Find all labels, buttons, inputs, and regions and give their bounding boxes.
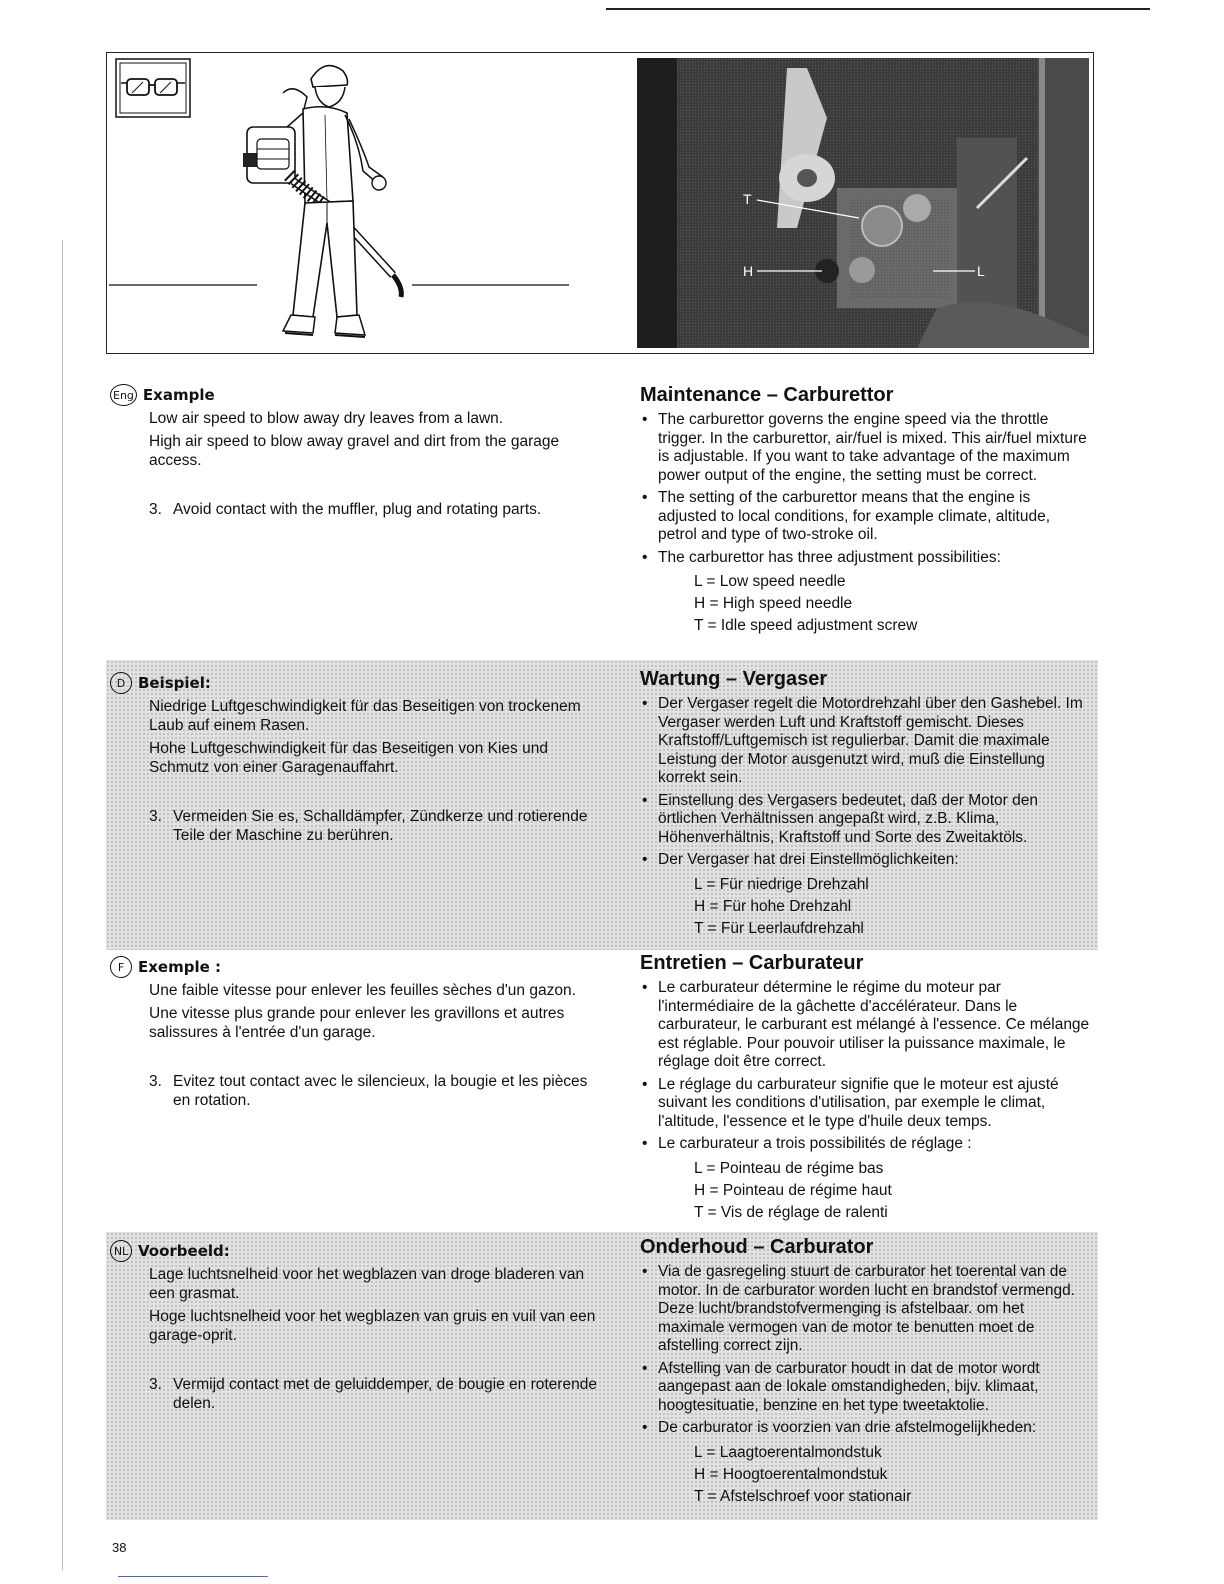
example-title: Voorbeeld: <box>138 1242 230 1260</box>
bullet-item: • The carburettor has three adjustment possibilities: <box>640 549 1090 568</box>
maintenance-fr <box>640 952 1090 1224</box>
adjustment-item: L = Für niedrige Drehzahl <box>694 875 869 893</box>
step-number: 3. <box>149 808 162 825</box>
adjustment-item: H = High speed needle <box>694 595 853 612</box>
example-nl <box>110 1240 600 1413</box>
bullet-item: • Einstellung des Vergasers bedeutet, daß der Motor den örtlichen Verhältnissen angepaßt wird, z.B. Klima, Höhenverhältnis, Kraftstoff und Sorte des Zweitaktöls. <box>640 792 1090 848</box>
adjustment-item: H = Pointeau de régime haut <box>694 1181 892 1199</box>
carburettor-photo <box>637 58 1089 348</box>
maintenance-en <box>640 384 1090 637</box>
example-text: Une faible vitesse pour enlever les feuilles sèches d'un gazon. <box>149 982 576 999</box>
figure-box <box>106 52 1094 354</box>
adjustment-item: T = Für Leerlaufdrehzahl <box>694 919 864 937</box>
example-text: Une vitesse plus grande pour enlever les gravillons et autres salissures à l'entrée d'un garage. <box>149 1005 565 1041</box>
photo-label-l: L <box>977 263 985 279</box>
lang-badge-de: D <box>110 672 132 694</box>
bullet-item: • Via de gasregeling stuurt de carburator het toerental van de motor. In de carburator worden lucht en brandstof vermengd. Deze lucht/brandstofvermenging is afstelbaar. om het maximale vermogen van de motor te benutten moet de afstelling correct zijn. <box>640 1263 1090 1356</box>
bullet-item: • Le carburateur détermine le régime du moteur par l'intermédiaire de la gâchette d'accélérateur. Dans le carburateur, le carburant est mélangé à l'essence. Ce mélange est réglable. Pour pouvoir utiliser la puissance maximale, le réglage doit être correct. <box>640 979 1090 1072</box>
lang-badge-en: Eng <box>110 384 137 406</box>
adjustment-item: H = Hoogtoerentalmondstuk <box>694 1465 888 1483</box>
adjustment-item: T = Afstelschroef voor stationair <box>694 1487 912 1505</box>
adjustment-item: L = Pointeau de régime bas <box>694 1159 884 1177</box>
bullet-item: • Der Vergaser hat drei Einstellmöglichkeiten: <box>640 851 1090 870</box>
section-title: Entretien – Carburateur <box>640 952 864 974</box>
step-text: Evitez tout contact avec le silencieux, la bougie et les pièces en rotation. <box>173 1073 588 1109</box>
photo-label-h: H <box>743 263 754 279</box>
example-text: Niedrige Luftgeschwindigkeit für das Beseitigen von trockenem Laub auf einem Rasen. <box>149 698 581 734</box>
example-title: Exemple : <box>138 958 221 976</box>
step-text: Vermijd contact met de geluiddemper, de bougie en roterende delen. <box>173 1376 597 1412</box>
maintenance-de <box>640 668 1090 940</box>
step-number: 3. <box>149 501 162 518</box>
left-margin-rule <box>62 240 63 1570</box>
operator-with-backpack-blower-illustration <box>107 53 587 353</box>
example-de <box>110 672 600 845</box>
bullet-item: • Afstelling van de carburator houdt in dat de motor wordt aangepast aan de lokale omstandigheden, bijv. klimaat, hoogtesituatie, benzine en het type tweetaktolie. <box>640 1360 1090 1416</box>
adjustment-item: T = Vis de réglage de ralenti <box>694 1203 888 1221</box>
adjustment-item: L = Laagtoerentalmondstuk <box>694 1443 882 1461</box>
adjustment-item: H = Für hohe Drehzahl <box>694 897 852 915</box>
section-title: Wartung – Vergaser <box>640 668 828 690</box>
bullet-item: • Der Vergaser regelt die Motordrehzahl über den Gashebel. Im Vergaser werden Luft und Kraftstoff gemischt. Dieses Kraftstoff/Luftgemisch ist regulierbar. Damit die maximale Leistung der Motor ausgenutzt wird, muß die Einstellung korrekt sein. <box>640 695 1090 788</box>
page-number: 38 <box>112 1540 127 1555</box>
photo-label-t: T <box>743 191 752 207</box>
example-en <box>110 384 600 519</box>
example-title: Beispiel: <box>138 674 211 692</box>
section-title: Onderhoud – Carburator <box>640 1236 874 1258</box>
example-text: Hohe Luftgeschwindigkeit für das Beseitigen von Kies und Schmutz von einer Garagenauffahrt. <box>149 740 548 776</box>
step-text: Vermeiden Sie es, Schalldämpfer, Zündkerze und rotierende Teile der Maschine zu berühren. <box>173 808 588 844</box>
bottom-rule <box>118 1576 268 1577</box>
top-rule <box>606 8 1150 10</box>
example-fr <box>110 956 600 1110</box>
lang-badge-nl: NL <box>110 1240 132 1262</box>
step-number: 3. <box>149 1376 162 1393</box>
example-text: Lage luchtsnelheid voor het wegblazen van droge bladeren van een grasmat. <box>149 1266 585 1302</box>
example-text: High air speed to blow away gravel and dirt from the garage access. <box>149 433 560 469</box>
example-text: Low air speed to blow away dry leaves from a lawn. <box>149 410 504 427</box>
bullet-item: • The carburettor governs the engine speed via the throttle trigger. In the carburettor, air/fuel is mixed. This air/fuel mixture is adjustable. If you want to take advantage of the maximum power output of the engine, the setting must be correct. <box>640 411 1090 485</box>
adjustment-item: T = Idle speed adjustment screw <box>694 617 918 634</box>
step-text: Avoid contact with the muffler, plug and rotating parts. <box>173 501 542 518</box>
bullet-item: • Le réglage du carburateur signifie que le moteur est ajusté suivant les conditions d'utilisation, par exemple le climat, l'altitude, l'essence et le type d'huile deux temps. <box>640 1076 1090 1132</box>
example-title: Example <box>142 386 215 404</box>
maintenance-nl <box>640 1236 1090 1508</box>
lang-badge-fr: F <box>110 956 132 978</box>
bullet-item: • De carburator is voorzien van drie afstelmogelijkheden: <box>640 1419 1090 1438</box>
step-number: 3. <box>149 1073 162 1090</box>
bullet-item: • Le carburateur a trois possibilités de réglage : <box>640 1135 1090 1154</box>
bullet-item: • The setting of the carburettor means that the engine is adjusted to local conditions, for example climate, altitude, petrol and type of two-stroke oil. <box>640 489 1090 545</box>
example-text: Hoge luchtsnelheid voor het wegblazen van gruis en vuil van een garage-oprit. <box>149 1308 596 1344</box>
adjustment-item: L = Low speed needle <box>694 573 846 590</box>
section-title: Maintenance – Carburettor <box>640 384 894 406</box>
